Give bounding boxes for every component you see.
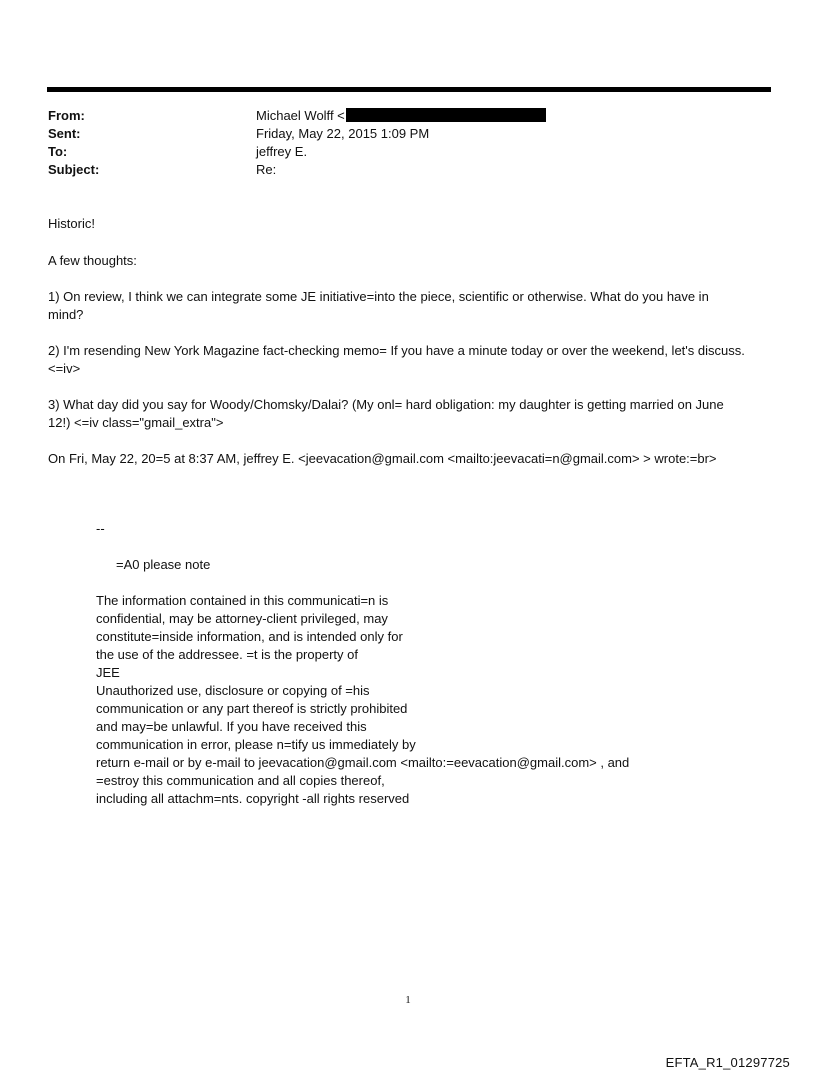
intro-line: A few thoughts:: [48, 253, 137, 268]
disclaimer-line: Unauthorized use, disclosure or copying of =his: [96, 683, 370, 698]
paragraph-2: [48, 342, 778, 378]
signature-note: =A0 please note: [116, 557, 211, 572]
disclaimer-line: communication or any part thereof is strictly prohibited: [96, 701, 408, 716]
sent-value: Friday, May 22, 2015 1:09 PM: [256, 126, 430, 141]
paragraph-3-line-1: 3) What day did you say for Woody/Chomsky/Dalai? (My onl= hard obligation: my daughter is getting married on June: [48, 397, 724, 412]
sent-label: Sent:: [48, 126, 81, 141]
paragraph-1-line-2: mind?: [48, 307, 84, 322]
sender-name: Michael Wolff <: [256, 108, 345, 123]
from-value: [256, 107, 546, 125]
paragraph-1: [48, 288, 778, 324]
disclaimer-line: constitute=inside information, and is intended only for: [96, 629, 403, 644]
redaction-block: [346, 108, 546, 122]
signature-dashes: --: [96, 521, 105, 536]
paragraph-2-line-1: 2) I'm resending New York Magazine fact-checking memo= If you have a minute today or over the weekend, let's discuss.: [48, 343, 745, 358]
to-label: To:: [48, 144, 68, 159]
bates-number: EFTA_R1_01297725: [665, 1055, 790, 1070]
paragraph-3-line-2: 12!) <=iv class="gmail_extra">: [48, 415, 224, 430]
disclaimer-line: =estroy this communication and all copies thereof,: [96, 773, 385, 788]
disclaimer-line: the use of the addressee. =t is the property of: [96, 647, 358, 662]
paragraph-2-line-2: <=iv>: [48, 361, 81, 376]
subject-value: Re:: [256, 162, 277, 177]
paragraph-1-line-1: 1) On review, I think we can integrate some JE initiative=into the piece, scientific or otherwise. What do you have in: [48, 289, 709, 304]
from-label: From:: [48, 108, 85, 123]
disclaimer-line: JEE: [96, 665, 120, 680]
disclaimer-line: communication in error, please n=tify us immediately by: [96, 737, 416, 752]
to-value: jeffrey E.: [256, 144, 308, 159]
disclaimer-line: and may=be unlawful. If you have received this: [96, 719, 367, 734]
disclaimer-line: confidential, may be attorney-client privileged, may: [96, 611, 388, 626]
header-rule: [47, 87, 771, 92]
disclaimer-line: The information contained in this communicati=n is: [96, 593, 389, 608]
disclaimer-line: return e-mail or by e-mail to jeevacation@gmail.com <mailto:=eevacation@gmail.com> , and: [96, 755, 630, 770]
disclaimer-line: including all attachm=nts. copyright -all rights reserved: [96, 791, 410, 806]
greeting: Historic!: [48, 216, 95, 231]
subject-label: Subject:: [48, 162, 100, 177]
paragraph-3: [48, 396, 778, 432]
quote-attribution: On Fri, May 22, 20=5 at 8:37 AM, jeffrey E. <jeevacation@gmail.com <mailto:jeevacati=n@gmail.com> > wrote:=br>: [48, 451, 717, 466]
page-number: 1: [405, 994, 411, 1006]
disclaimer-block: [96, 592, 629, 808]
